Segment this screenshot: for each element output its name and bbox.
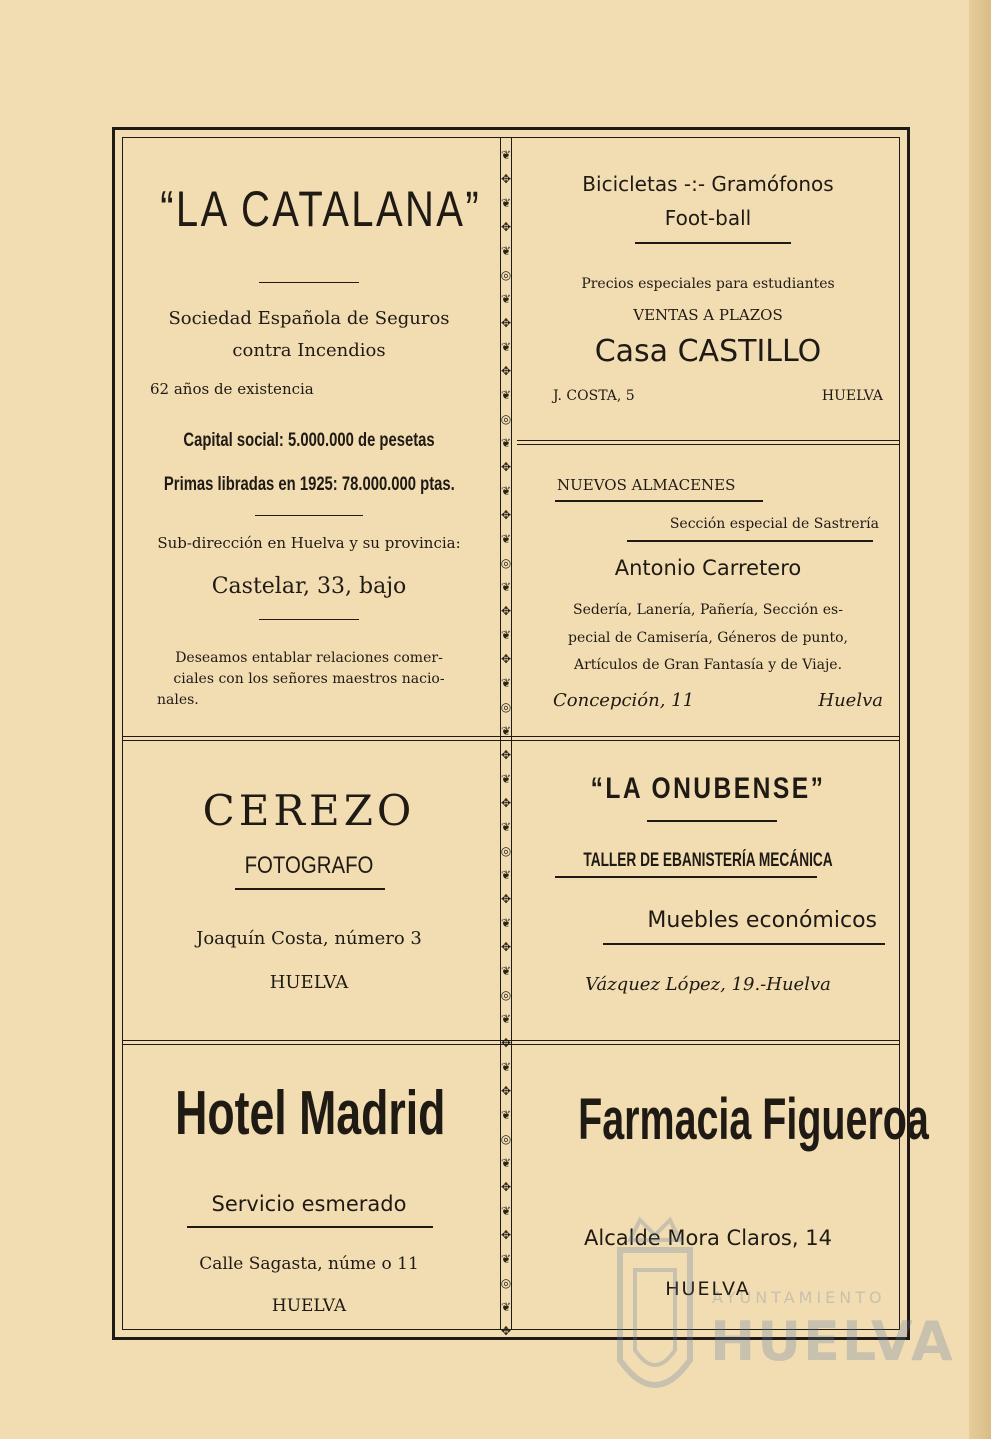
ornament-glyph: ◎ [500, 844, 512, 858]
castillo-name: Casa CASTILLO [594, 334, 822, 369]
hotel-city: HUELVA [271, 1296, 347, 1316]
ornament-glyph: ◎ [500, 412, 512, 426]
underline [555, 500, 763, 502]
ornament-glyph: ✥ [500, 364, 512, 378]
ad-casa-castillo [517, 138, 899, 440]
cerezo-street: Joaquín Costa, número 3 [196, 928, 422, 949]
castillo-ventas: VENTAS A PLAZOS [633, 306, 783, 324]
ornament-glyph: ✥ [500, 748, 512, 762]
ornament-glyph: ❦ [500, 196, 512, 210]
castillo-line2: Foot-ball [664, 206, 752, 230]
ornament-glyph: ❦ [500, 1252, 512, 1266]
catalana-address: Castelar, 33, bajo [211, 574, 407, 599]
underline [627, 540, 873, 542]
ornament-glyph: ❦ [500, 532, 512, 546]
ornament-glyph: ✥ [500, 460, 512, 474]
ornament-glyph: ❦ [500, 244, 512, 258]
castillo-line1: Bicicletas -:- Gramófonos [582, 172, 834, 196]
coat-of-arms-icon [600, 1210, 710, 1420]
ornament-glyph: ❦ [500, 820, 512, 834]
almacenes-section: Sección especial de Sastrería [669, 516, 879, 532]
ornament-glyph: ❦ [500, 1156, 512, 1170]
watermark-subtitle: AYUNTAMIENTO [712, 1288, 886, 1307]
catalana-line1: Sociedad Española de Seguros [168, 308, 450, 329]
ornament-glyph: ◎ [500, 556, 512, 570]
underline [235, 888, 385, 890]
ornament-glyph: ❦ [500, 292, 512, 306]
underline [635, 242, 791, 244]
ornament-glyph: ✥ [500, 1228, 512, 1242]
ornament-glyph: ❦ [500, 388, 512, 402]
catalana-years: 62 años de existencia [150, 380, 314, 398]
underline [603, 943, 885, 945]
divider [259, 619, 359, 620]
ad-nuevos-almacenes [517, 444, 899, 736]
ornament-glyph: ✥ [500, 172, 512, 186]
ornament-glyph: ❦ [500, 724, 512, 738]
onubense-taller: TALLER DE EBANISTERÍA MECÁNICA [583, 850, 833, 871]
castillo-precios: Precios especiales para estudiantes [581, 276, 835, 292]
ornament-glyph: ◎ [500, 1132, 512, 1146]
almacenes-line1: Sedería, Lanería, Pañería, Sección es- [573, 602, 843, 618]
almacenes-line3: Artículos de Gran Fantasía y de Viaje. [573, 657, 843, 673]
farmacia-name: Farmacia Figueroa [578, 1087, 929, 1152]
ornament-glyph: ❦ [500, 964, 512, 978]
catalana-subdireccion: Sub-dirección en Huelva y su provincia: [157, 534, 461, 552]
catalana-primas: Primas libradas en 1925: 78.000.000 ptas. [163, 474, 455, 495]
ad-cerezo [123, 742, 495, 1040]
page-edge [969, 0, 991, 1439]
ornament-glyph: ❦ [500, 1204, 512, 1218]
ornament-glyph: ✥ [500, 220, 512, 234]
ornament-glyph: ❦ [500, 1108, 512, 1122]
farmacia-street: Alcalde Mora Claros, 14 [584, 1226, 832, 1250]
ornament-glyph: ✥ [500, 892, 512, 906]
ornament-glyph: ❦ [500, 340, 512, 354]
almacenes-street: Concepción, 11 [553, 690, 695, 711]
ornament-glyph: ✥ [500, 316, 512, 330]
ornament-glyph: ❦ [500, 868, 512, 882]
catalana-note1: Deseamos entablar relaciones comer- [175, 650, 443, 666]
horizontal-rule-2 [123, 1040, 899, 1045]
advertisement-frame [112, 127, 929, 1340]
castillo-street: J. COSTA, 5 [553, 388, 635, 404]
ornament-glyph: ❦ [500, 628, 512, 642]
ornament-glyph: ◎ [500, 1276, 512, 1290]
cerezo-name: CEREZO [202, 786, 416, 835]
ornament-glyph: ✥ [500, 652, 512, 666]
ornament-glyph: ❦ [500, 148, 512, 162]
ornament-glyph: ✥ [500, 796, 512, 810]
catalana-line2: contra Incendios [232, 340, 386, 361]
cerezo-profession: FOTOGRAFO [244, 852, 374, 879]
catalana-note2: ciales con los señores maestros nacio- [173, 671, 445, 687]
ornamental-vertical-rule [495, 138, 517, 1338]
ornament-glyph: ◎ [500, 700, 512, 714]
almacenes-city: Huelva [818, 690, 883, 711]
ornament-glyph: ❦ [500, 916, 512, 930]
ornament-glyph: ❦ [500, 1300, 512, 1314]
ornament-glyph: ❦ [500, 676, 512, 690]
underline [647, 820, 777, 822]
ornament-glyph: ◎ [500, 268, 512, 282]
huelva-watermark [600, 1210, 955, 1420]
ad-hotel-madrid [123, 1046, 495, 1335]
ornament-glyph: ✥ [500, 508, 512, 522]
hotel-service: Servicio esmerado [211, 1192, 407, 1216]
cerezo-city: HUELVA [269, 972, 349, 993]
almacenes-name: Antonio Carretero [614, 556, 802, 580]
horizontal-rule-1 [123, 736, 899, 741]
catalana-capital: Capital social: 5.000.000 de pesetas [183, 430, 435, 451]
catalana-title: “LA CATALANA” [160, 181, 482, 237]
ornament-glyph: ❦ [500, 1012, 512, 1026]
onubense-muebles: Muebles económicos [647, 908, 877, 933]
ornament-glyph: ✥ [500, 1324, 512, 1338]
hotel-street: Calle Sagasta, núme o 11 [199, 1254, 419, 1274]
almacenes-line2: pecial de Camisería, Géneros de punto, [568, 630, 848, 646]
divider [255, 515, 363, 516]
divider [259, 282, 359, 283]
ornament-glyph: ✥ [500, 1036, 512, 1050]
advertisement-grid [122, 137, 929, 1338]
ad-la-onubense [517, 742, 899, 1040]
ornament-glyph: ❦ [500, 436, 512, 450]
ornament-glyph: ❦ [500, 772, 512, 786]
onubense-title: “LA ONUBENSE” [590, 772, 826, 805]
ornament-glyph: ✥ [500, 940, 512, 954]
ornament-glyph: ❦ [500, 484, 512, 498]
underline [187, 1226, 433, 1228]
catalana-note3: nales. [157, 692, 199, 708]
castillo-city: HUELVA [821, 388, 883, 404]
ad-la-catalana [123, 138, 495, 736]
ornament-glyph: ❦ [500, 1060, 512, 1074]
ornament-glyph: ◎ [500, 988, 512, 1002]
underline [555, 876, 817, 878]
hotel-name: Hotel Madrid [175, 1079, 446, 1148]
watermark-text: HUELVA [710, 1310, 955, 1373]
almacenes-title: NUEVOS ALMACENES [557, 476, 736, 494]
farmacia-city: HUELVA [665, 1278, 751, 1300]
ornament-glyph: ✥ [500, 1180, 512, 1194]
onubense-address: Vázquez López, 19.-Huelva [585, 974, 831, 995]
ornament-glyph: ✥ [500, 1084, 512, 1098]
ornament-glyph: ❦ [500, 580, 512, 594]
ornament-glyph: ✥ [500, 604, 512, 618]
